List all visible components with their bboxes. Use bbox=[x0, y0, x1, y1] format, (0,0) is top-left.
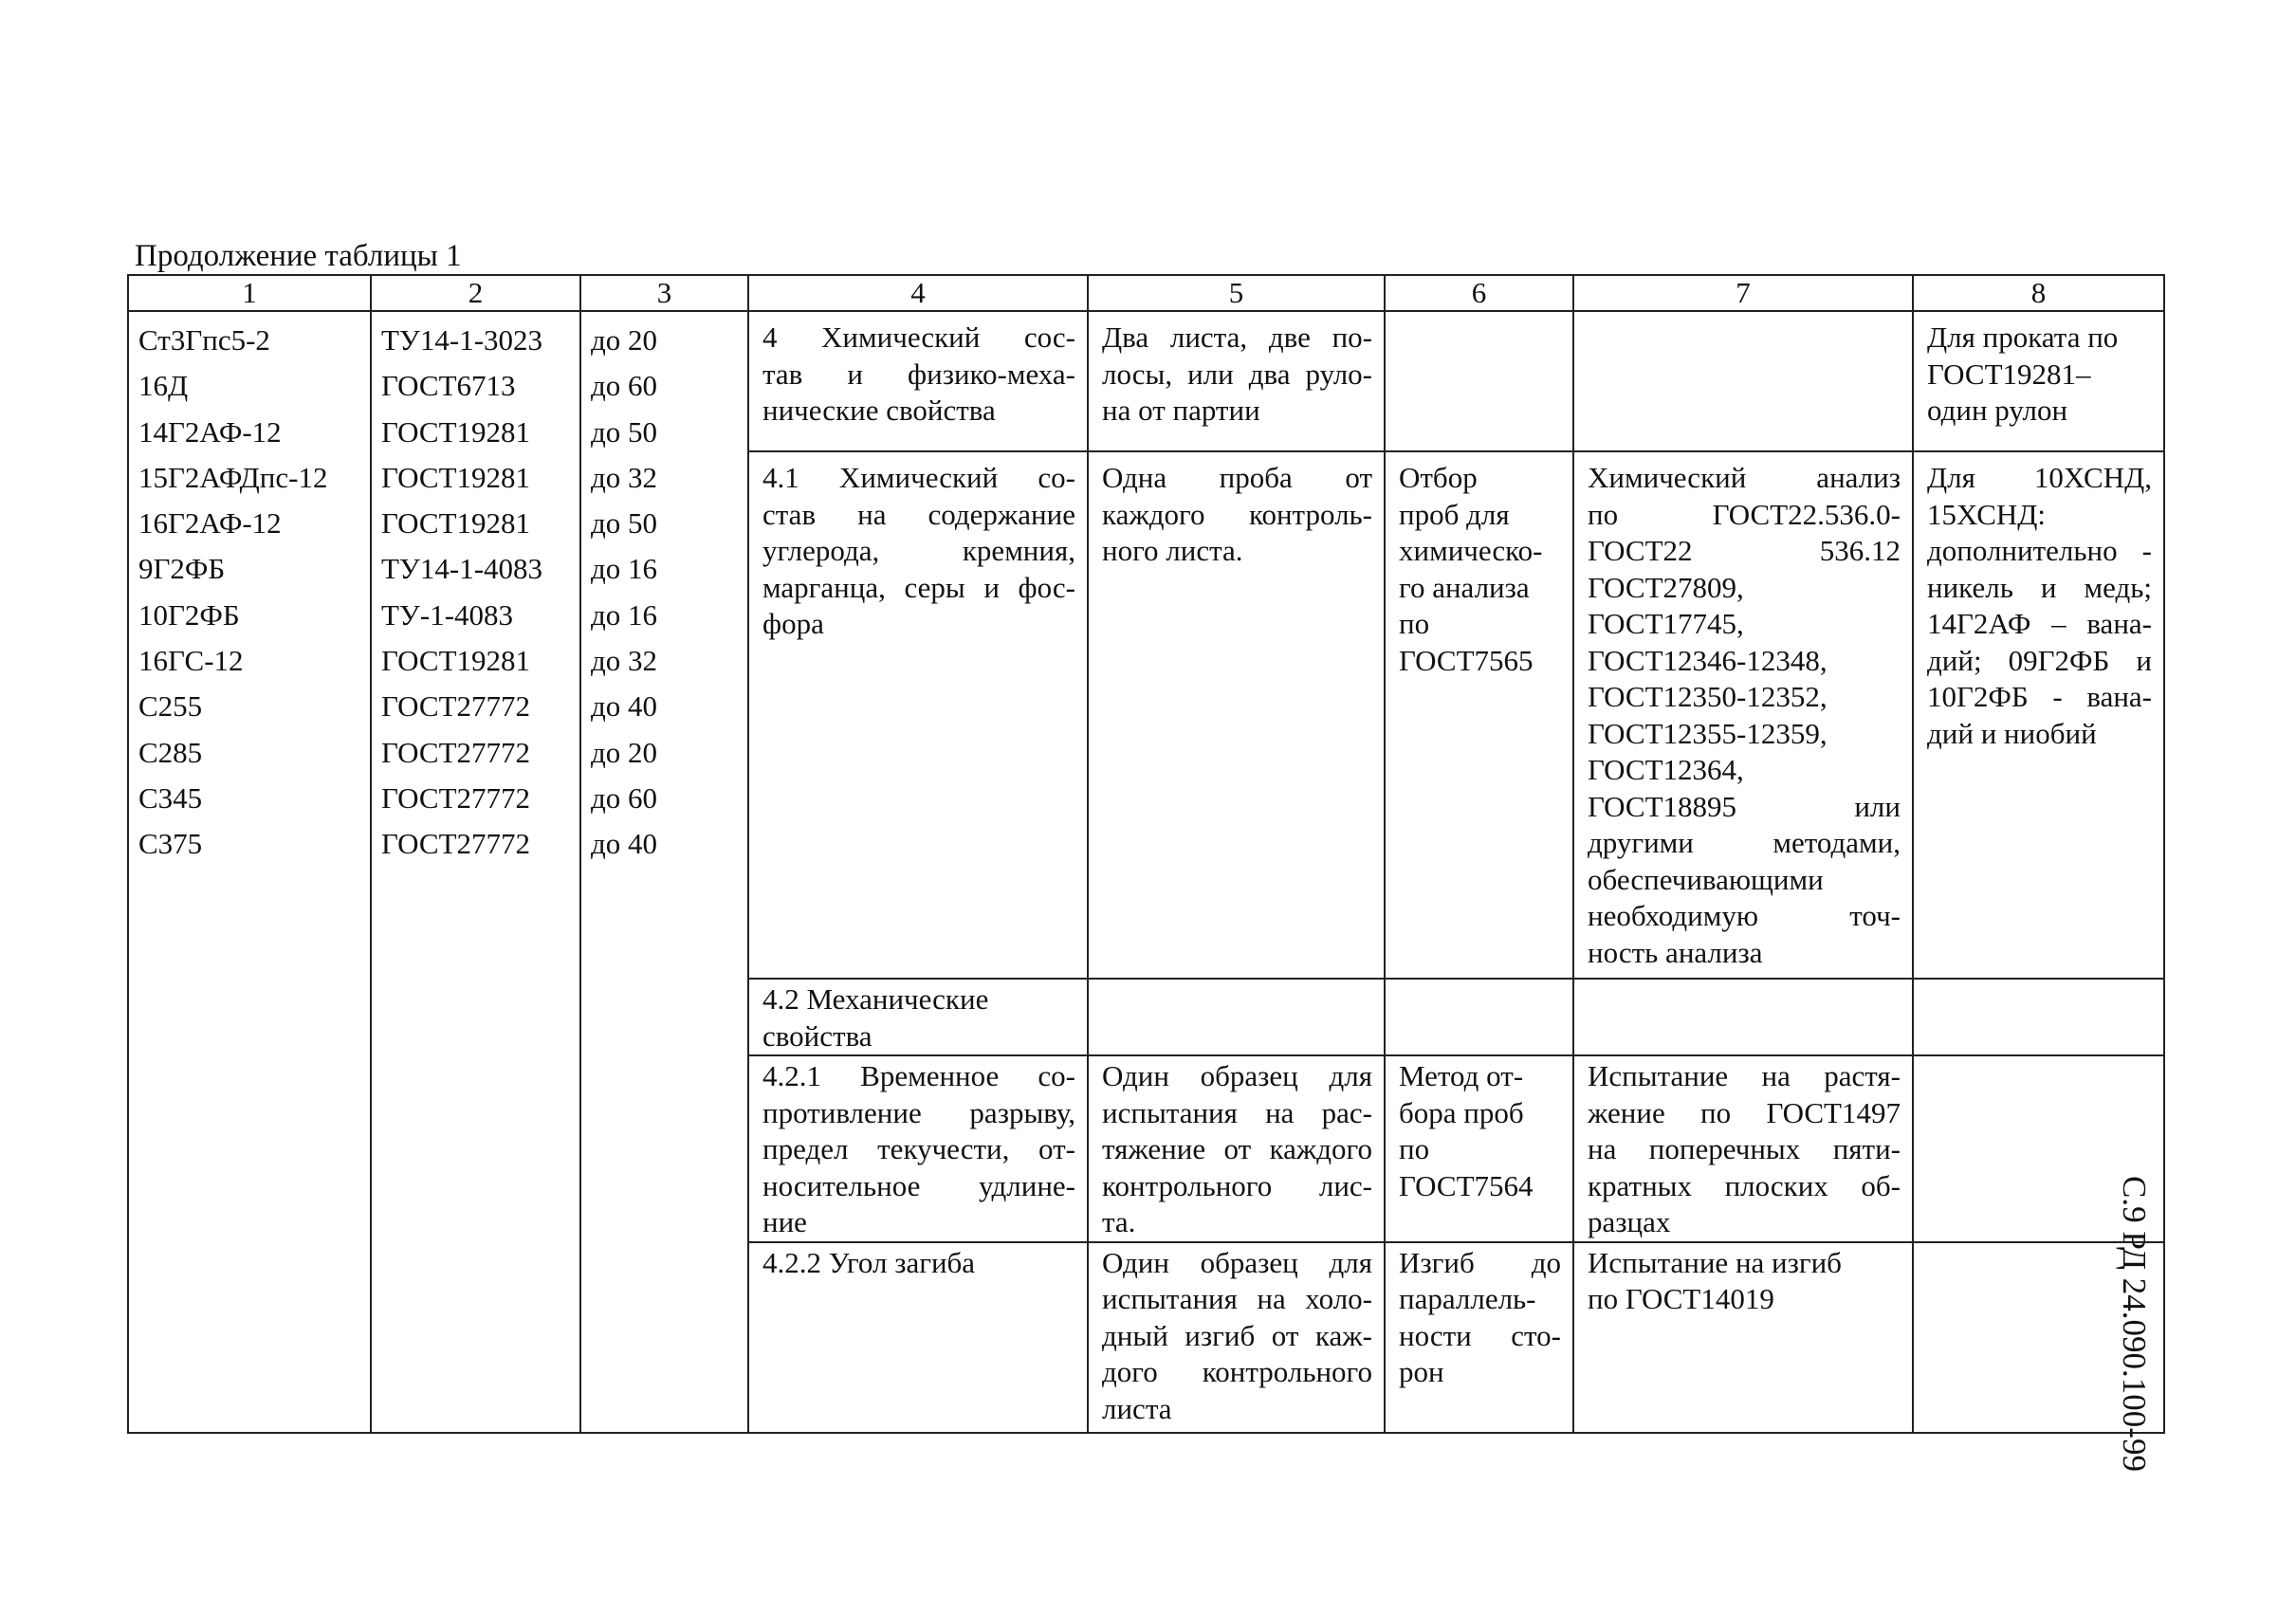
cell-r3-c6 bbox=[1385, 979, 1573, 1055]
cell-line: ного листа. bbox=[1102, 534, 1243, 567]
table-row bbox=[128, 311, 2164, 451]
cell-r2-c8 bbox=[1913, 451, 2164, 979]
header-cell-5: 5 bbox=[1088, 275, 1385, 311]
cell-line: ности сто- bbox=[1399, 1318, 1561, 1352]
list-item: ГОСТ27772 bbox=[381, 689, 531, 724]
list-item: до 40 bbox=[591, 689, 658, 724]
header-cell-7: 7 bbox=[1573, 275, 1913, 311]
list-item: до 50 bbox=[591, 506, 658, 541]
list-item: до 20 bbox=[591, 323, 658, 357]
cell-line: углерода, кремния, bbox=[762, 534, 1075, 567]
cell-line: фора bbox=[762, 607, 824, 640]
list-item: ТУ-1-4083 bbox=[381, 597, 514, 632]
list-item: 16Д bbox=[138, 369, 189, 403]
list-item: 16Г2АФ-12 bbox=[138, 506, 282, 541]
header-cell-8: 8 bbox=[1913, 275, 2164, 311]
cell-r2-c7 bbox=[1573, 451, 1913, 979]
cell-line: параллель- bbox=[1399, 1282, 1536, 1315]
cell-line: ГОСТ22 536.12 bbox=[1588, 534, 1901, 567]
table-caption: Продолжение таблицы 1 bbox=[135, 239, 462, 273]
cell-line: дого контрольного bbox=[1102, 1355, 1372, 1388]
list-item: ГОСТ6713 bbox=[381, 369, 516, 403]
list-item: 9Г2ФБ bbox=[138, 552, 226, 586]
cell-line: 4 Химический сос- bbox=[762, 321, 1075, 354]
cell-r4-c4 bbox=[748, 1055, 1088, 1242]
header-cell-1: 1 bbox=[128, 275, 371, 311]
cell-line: ГОСТ12364, bbox=[1588, 753, 1744, 786]
cell-line: 4.2 Механические bbox=[762, 982, 989, 1016]
list-item: до 16 bbox=[591, 552, 658, 586]
header-row bbox=[128, 275, 2164, 311]
cell-r3-c4 bbox=[748, 979, 1088, 1055]
cell-line: 4.2.2 Угол загиба bbox=[762, 1245, 976, 1279]
cell-line: Один образец для bbox=[1102, 1059, 1372, 1092]
cell-r1-c6 bbox=[1385, 311, 1573, 451]
cell-r3-c8 bbox=[1913, 979, 2164, 1055]
cell-r4-c7 bbox=[1573, 1055, 1913, 1242]
list-item: 15Г2АФДпс-12 bbox=[138, 460, 328, 494]
page-number-label: С.9 РД 24.090.100-99 bbox=[2116, 1176, 2153, 1472]
cell-line: го анализа bbox=[1399, 570, 1530, 604]
cell-line: ГОСТ17745, bbox=[1588, 607, 1744, 640]
list-item: ГОСТ27772 bbox=[381, 780, 531, 815]
list-item: Ст3Гпс5-2 bbox=[138, 323, 270, 357]
cell-line: Отбор bbox=[1399, 461, 1478, 494]
list-item: до 16 bbox=[591, 597, 658, 632]
list-item: до 50 bbox=[591, 414, 658, 449]
list-item: 10Г2ФБ bbox=[138, 597, 240, 632]
cell-r1-c4 bbox=[748, 311, 1088, 451]
cell-line: дий; 09Г2ФБ и bbox=[1927, 643, 2152, 677]
cell-line: Один образец для bbox=[1102, 1245, 1372, 1279]
cell-line: другими методами, bbox=[1588, 826, 1901, 859]
cell-line: свойства bbox=[762, 1018, 872, 1053]
cell-line: контрольного лис- bbox=[1102, 1168, 1372, 1202]
cell-line: предел текучести, от- bbox=[762, 1132, 1075, 1165]
list-item: до 60 bbox=[591, 369, 658, 403]
header-cell-2: 2 bbox=[371, 275, 580, 311]
cell-r1-c8 bbox=[1913, 311, 2164, 451]
cell-r2-c5 bbox=[1088, 451, 1385, 979]
cell-line: Химический анализ bbox=[1588, 461, 1901, 494]
cell-r4-c6 bbox=[1385, 1055, 1573, 1242]
cell-line: та. bbox=[1102, 1205, 1136, 1238]
list-item: ГОСТ19281 bbox=[381, 460, 531, 494]
cell-line: 14Г2АФ – вана- bbox=[1927, 607, 2152, 640]
cell-line: ность анализа bbox=[1588, 935, 1763, 969]
cell-line: необходимую точ- bbox=[1588, 899, 1901, 932]
cell-line: тав и физико-меха- bbox=[762, 357, 1075, 391]
cell-line: тяжение от каждого bbox=[1102, 1132, 1372, 1165]
cell-line: по ГОСТ14019 bbox=[1588, 1282, 1774, 1315]
cell-line: ГОСТ27809, bbox=[1588, 570, 1744, 604]
cell-line: ГОСТ7564 bbox=[1399, 1168, 1534, 1202]
cell-line: бора проб bbox=[1399, 1095, 1524, 1129]
thickness-column bbox=[580, 311, 748, 1433]
cell-line: кратных плоских об- bbox=[1588, 1168, 1901, 1202]
cell-line: никель и медь; bbox=[1927, 570, 2152, 604]
cell-line: листа bbox=[1102, 1391, 1172, 1425]
cell-line: марганца, серы и фос- bbox=[762, 570, 1075, 604]
cell-line: противление разрыву, bbox=[762, 1095, 1075, 1129]
cell-line: на поперечных пяти- bbox=[1588, 1132, 1901, 1165]
list-item: до 20 bbox=[591, 735, 658, 769]
cell-line: Одна проба от bbox=[1102, 461, 1372, 494]
list-item: С255 bbox=[138, 689, 203, 724]
cell-line: по bbox=[1399, 607, 1430, 640]
cell-line: проб для bbox=[1399, 497, 1510, 531]
cell-r2-c6 bbox=[1385, 451, 1573, 979]
cell-line: ГОСТ7565 bbox=[1399, 643, 1534, 677]
cell-line: каждого контроль- bbox=[1102, 497, 1372, 531]
cell-line: Метод от- bbox=[1399, 1059, 1524, 1092]
cell-r5-c5 bbox=[1088, 1242, 1385, 1433]
list-item: ГОСТ27772 bbox=[381, 827, 531, 861]
cell-line: Два листа, две по- bbox=[1102, 321, 1372, 354]
cell-line: по ГОСТ22.536.0- bbox=[1588, 497, 1901, 531]
list-item: до 32 bbox=[591, 644, 658, 678]
cell-line: носительное удлине- bbox=[762, 1168, 1075, 1202]
cell-line: Испытание на растя- bbox=[1588, 1059, 1901, 1092]
list-item: ТУ14-1-4083 bbox=[381, 552, 543, 586]
cell-line: нические свойства bbox=[762, 394, 996, 427]
list-item: 16ГС-12 bbox=[138, 644, 244, 678]
list-item: ГОСТ19281 bbox=[381, 414, 531, 449]
cell-line: Для 10ХСНД, bbox=[1927, 461, 2152, 494]
list-item: С285 bbox=[138, 735, 203, 769]
list-item: 14Г2АФ-12 bbox=[138, 414, 282, 449]
list-item: ГОСТ27772 bbox=[381, 735, 531, 769]
header-cell-4: 4 bbox=[748, 275, 1088, 311]
cell-r3-c7 bbox=[1573, 979, 1913, 1055]
cell-line: рон bbox=[1399, 1355, 1444, 1388]
list-item: С345 bbox=[138, 780, 203, 815]
cell-line: дополнительно - bbox=[1927, 534, 2152, 567]
cell-r2-c4 bbox=[748, 451, 1088, 979]
cell-r4-c5 bbox=[1088, 1055, 1385, 1242]
cell-line: ГОСТ12355-12359, bbox=[1588, 716, 1828, 750]
cell-line: обеспечивающими bbox=[1588, 862, 1824, 896]
cell-line: 4.2.1 Временное со- bbox=[762, 1059, 1075, 1092]
cell-r3-c5 bbox=[1088, 979, 1385, 1055]
cell-r1-c5 bbox=[1088, 311, 1385, 451]
cell-line: ГОСТ19281– bbox=[1927, 357, 2091, 391]
cell-line: Для проката по bbox=[1927, 321, 2119, 354]
list-item: ГОСТ19281 bbox=[381, 644, 531, 678]
list-item: до 32 bbox=[591, 460, 658, 494]
header-cell-3: 3 bbox=[580, 275, 748, 311]
cell-line: став на содержание bbox=[762, 497, 1075, 531]
cell-line: по bbox=[1399, 1132, 1430, 1165]
cell-line: Испытание на изгиб bbox=[1588, 1245, 1842, 1279]
cell-line: 10Г2ФБ - вана- bbox=[1927, 680, 2152, 713]
header-cell-6: 6 bbox=[1385, 275, 1573, 311]
cell-line: ГОСТ12346-12348, bbox=[1588, 643, 1828, 677]
cell-line: на от партии bbox=[1102, 394, 1260, 427]
list-item: С375 bbox=[138, 827, 203, 861]
cell-line: испытания на рас- bbox=[1102, 1095, 1372, 1129]
cell-line: ГОСТ18895 или bbox=[1588, 789, 1901, 823]
list-item: ГОСТ19281 bbox=[381, 506, 531, 541]
cell-line: лосы, или два руло- bbox=[1102, 357, 1372, 391]
list-item: до 40 bbox=[591, 827, 658, 861]
cell-line: дий и ниобий bbox=[1927, 716, 2097, 750]
cell-line: химическо- bbox=[1399, 534, 1543, 567]
list-item: ТУ14-1-3023 bbox=[381, 323, 543, 357]
cell-line: разцах bbox=[1588, 1205, 1671, 1238]
cell-line: жение по ГОСТ1497 bbox=[1588, 1095, 1901, 1129]
cell-r1-c7 bbox=[1573, 311, 1913, 451]
standard-column bbox=[371, 311, 580, 1433]
cell-line: ние bbox=[762, 1205, 807, 1238]
cell-line: Изгиб до bbox=[1399, 1245, 1561, 1279]
data-table bbox=[127, 274, 2165, 1434]
cell-line: дный изгиб от каж- bbox=[1102, 1318, 1372, 1352]
cell-line: испытания на холо- bbox=[1102, 1282, 1372, 1315]
cell-r5-c4 bbox=[748, 1242, 1088, 1433]
cell-r5-c6 bbox=[1385, 1242, 1573, 1433]
cell-line: один рулон bbox=[1927, 394, 2068, 427]
steel-grade-column bbox=[128, 311, 371, 1433]
list-item: до 60 bbox=[591, 780, 658, 815]
cell-line: 15ХСНД: bbox=[1927, 497, 2047, 531]
cell-r5-c7 bbox=[1573, 1242, 1913, 1433]
cell-line: ГОСТ12350-12352, bbox=[1588, 680, 1828, 713]
cell-line: 4.1 Химический со- bbox=[762, 461, 1075, 494]
